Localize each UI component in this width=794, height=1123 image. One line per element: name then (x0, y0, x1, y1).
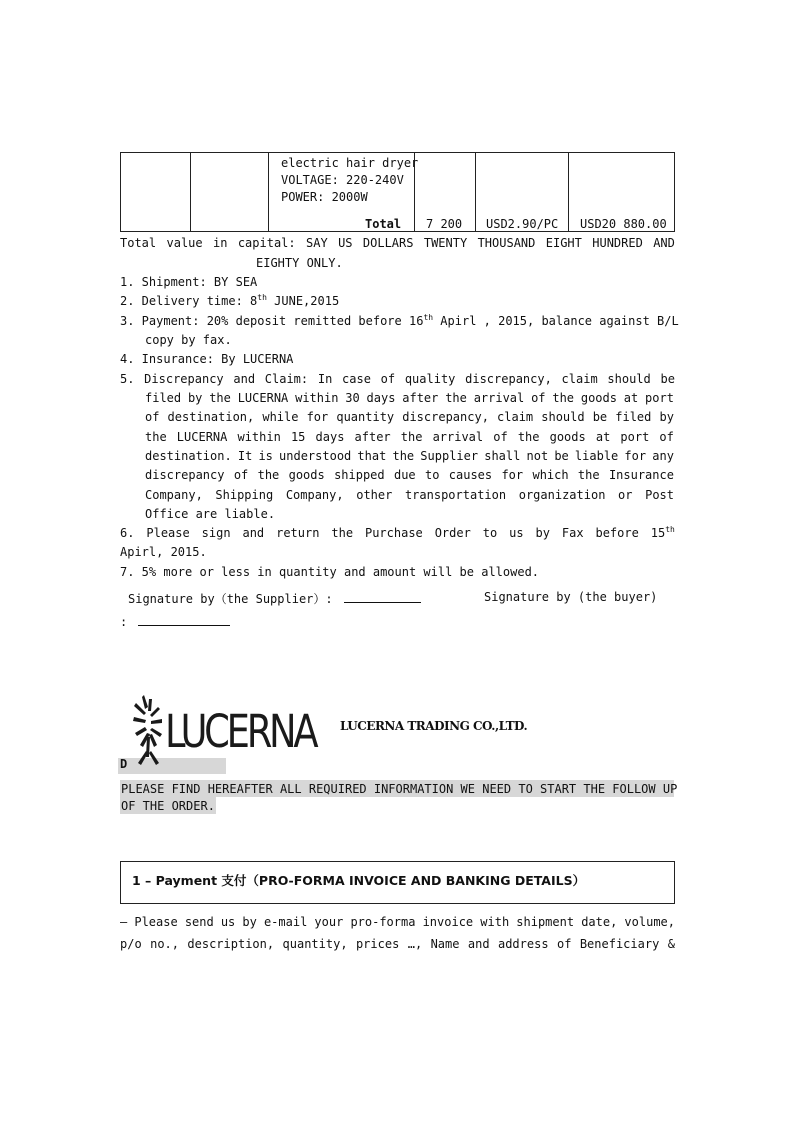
superscript: th (257, 293, 267, 302)
description-line: POWER: 2000W (281, 190, 368, 204)
word: e-mail (263, 915, 308, 929)
term-insurance: 4. Insurance: By LUCERNA (120, 352, 294, 366)
word: port (620, 430, 650, 444)
word: AND (653, 236, 675, 250)
word: within (295, 391, 339, 405)
word: case (342, 372, 371, 386)
word: goods (580, 391, 617, 405)
word: Discrepancy (144, 372, 224, 386)
word: arrival (473, 391, 525, 405)
word: the (257, 468, 280, 482)
colon: : (120, 615, 128, 629)
word: understood (279, 449, 352, 463)
word: of (659, 430, 674, 444)
word: of (145, 410, 160, 424)
word: Fax (561, 526, 584, 540)
word: to (482, 526, 498, 540)
word: days (366, 391, 396, 405)
word: is (258, 449, 273, 463)
word: Name (430, 937, 460, 951)
word: capital: (237, 236, 296, 250)
word: HUNDRED (592, 236, 643, 250)
partial-heading: D (120, 757, 128, 771)
word: claim (497, 410, 534, 424)
term-text: Apirl , 2015, balance against B/L (433, 314, 679, 328)
word: that (357, 449, 387, 463)
word: Post (645, 488, 674, 502)
word: with (480, 915, 510, 929)
total-amount: USD20 880.00 (580, 217, 667, 231)
word: 30 (345, 391, 360, 405)
word: by (187, 391, 203, 405)
word: for (624, 449, 647, 463)
word: Total (120, 236, 157, 250)
word: LUCERNA (237, 391, 289, 405)
word: Company, (285, 488, 344, 502)
word: of (233, 468, 249, 482)
term-text: 3. Payment: 20% deposit remitted before 16 (120, 314, 424, 328)
word: discrepancy, (402, 410, 489, 424)
term-claim-line (145, 488, 674, 502)
word: arrival (432, 430, 484, 444)
instruction-block (120, 780, 678, 813)
word: 6. (120, 526, 135, 540)
word: by (242, 915, 257, 929)
term-sign-return-cont: Apirl, 2015. (120, 545, 207, 559)
word: invoice (422, 915, 474, 929)
term-claim-line (145, 468, 674, 482)
word: destination, (167, 410, 255, 424)
total-label: Total (365, 217, 402, 231)
word: destination. (145, 449, 232, 463)
word: pro-forma (350, 915, 416, 929)
word: of (380, 372, 396, 386)
word: for (501, 468, 524, 482)
word: port (645, 391, 674, 405)
word: p/o (120, 937, 142, 951)
word: Shipping (215, 488, 274, 502)
word: DOLLARS (362, 236, 414, 250)
word: discrepancy, (465, 372, 552, 386)
term-sign-return (120, 526, 675, 540)
word: after (354, 430, 391, 444)
instruction-line-2: OF THE ORDER. (121, 799, 215, 813)
superscript: th (665, 525, 675, 534)
word: after (402, 391, 439, 405)
table-column-divider (190, 153, 191, 231)
word: shipped (334, 468, 385, 482)
word: and (242, 526, 265, 540)
word: Claim: (264, 372, 309, 386)
capital-line-2: EIGHTY ONLY. (256, 256, 343, 270)
description-line: electric hair dryer (281, 156, 419, 170)
word: date, (581, 915, 618, 929)
term-claim-line (120, 372, 675, 386)
word: claim (561, 372, 598, 386)
word: should (607, 372, 651, 386)
word: your (314, 915, 344, 929)
word: before (595, 526, 639, 540)
word: Insurance (608, 468, 674, 482)
word: Beneficiary (579, 937, 660, 951)
word: or (618, 488, 633, 502)
term-text: 2. Delivery time: 8 (120, 294, 258, 308)
word: at (623, 391, 639, 405)
term-claim-line (145, 391, 674, 405)
total-quantity: 7 200 (426, 217, 463, 231)
word: Purchase (364, 526, 423, 540)
word: shipment (516, 915, 575, 929)
term-delivery (120, 294, 675, 308)
word: for (306, 410, 329, 424)
body-line-2 (120, 937, 675, 951)
body-line-1 (120, 915, 675, 929)
word: filed (145, 391, 182, 405)
word: causes (448, 468, 493, 482)
buyer-signature-line[interactable] (138, 614, 230, 626)
term-text: JUNE,2015 (266, 294, 340, 308)
lucerna-logo (132, 693, 316, 773)
word: volume, (624, 915, 675, 929)
word: us (509, 526, 524, 540)
superscript: th (423, 313, 434, 322)
word: at (595, 430, 611, 444)
word: Please (146, 526, 190, 540)
word: the (331, 526, 354, 540)
word: In (317, 372, 333, 386)
word: within (237, 430, 281, 444)
word: 5. (120, 372, 135, 386)
section-payment-title: 1 – Payment 支付（PRO-FORMA INVOICE AND BANKING DETAILS） (132, 873, 586, 888)
company-name: LUCERNA TRADING CO.,LTD. (340, 719, 528, 733)
word: US (338, 236, 353, 250)
word: & (667, 937, 675, 951)
description-line: VOLTAGE: 220-240V (281, 173, 404, 187)
word: be (554, 449, 569, 463)
term-claim-line (145, 430, 674, 444)
lucerna-logo-text: LUCERNA (165, 705, 316, 758)
word: other (356, 488, 393, 502)
word: of (556, 937, 572, 951)
word: goods (288, 468, 325, 482)
word: Supplier (420, 449, 479, 463)
word: by (535, 526, 550, 540)
table-column-divider (475, 153, 476, 231)
section-payment-box (120, 861, 675, 904)
unit-price: USD2.90/PC (486, 217, 559, 231)
word-text: 15 (650, 526, 666, 540)
word: due (393, 468, 416, 482)
word: us (220, 915, 236, 929)
word: sign (201, 526, 231, 540)
word: be (660, 372, 675, 386)
word: and (467, 937, 490, 951)
word: any (652, 449, 674, 463)
word: be (592, 410, 608, 424)
word: organization (518, 488, 606, 502)
word: transportation (404, 488, 507, 502)
word: the (392, 449, 415, 463)
word: value (166, 236, 203, 250)
word: by (659, 410, 674, 424)
order-table (120, 152, 675, 232)
buyer-signature (120, 614, 230, 629)
word: the (552, 391, 575, 405)
word: return (276, 526, 320, 540)
word: Company, (145, 488, 203, 502)
supplier-signature (128, 590, 421, 607)
word: send (184, 915, 214, 929)
word: goods (549, 430, 586, 444)
word: no., (150, 937, 179, 951)
word: THOUSAND (477, 236, 536, 250)
word: the (577, 468, 600, 482)
term-claim-last: Office are liable. (145, 507, 276, 521)
word: of (531, 391, 546, 405)
word: – (120, 915, 128, 929)
term-shipment: 1. Shipment: BY SEA (120, 275, 258, 289)
instruction-line-1: PLEASE FIND HEREAFTER ALL REQUIRED INFORMATION WE NEED TO START THE FOLLOW UP (121, 782, 678, 796)
word: EIGHT (545, 236, 582, 250)
word: days (315, 430, 345, 444)
word: of (493, 430, 508, 444)
word: the (445, 391, 467, 405)
word: which (532, 468, 569, 482)
word: the (209, 391, 231, 405)
word: quality (404, 372, 456, 386)
word: should (541, 410, 585, 424)
word: quantity (336, 410, 395, 424)
table-column-divider (568, 153, 569, 231)
word: …, (407, 937, 423, 951)
term-payment (120, 313, 679, 328)
word: prices (355, 937, 400, 951)
term-claim-line (145, 410, 674, 424)
word: SAY (306, 236, 328, 250)
table-column-divider (268, 153, 269, 231)
word: address (497, 937, 549, 951)
word: while (262, 410, 299, 424)
word: in (213, 236, 228, 250)
word (651, 526, 675, 540)
word: Order (434, 526, 471, 540)
word: It (237, 449, 253, 463)
word: LUCERNA (176, 430, 228, 444)
word: and (233, 372, 256, 386)
word: the (517, 430, 540, 444)
word: filed (615, 410, 652, 424)
term-tolerance: 7. 5% more or less in quantity and amount will be allowed. (120, 565, 540, 579)
capital-line-1 (120, 236, 675, 250)
word: shall (484, 449, 521, 463)
word: to (424, 468, 440, 482)
word: liable (574, 449, 619, 463)
word: the (145, 430, 167, 444)
word: description, (187, 937, 275, 951)
word: 15 (290, 430, 306, 444)
word: quantity, (282, 937, 348, 951)
word: discrepancy (145, 468, 225, 482)
buyer-signature-label: Signature by (the buyer) (484, 590, 658, 604)
word: TWENTY (423, 236, 468, 250)
term-claim-line (145, 449, 674, 463)
term-payment-cont: copy by fax. (145, 333, 232, 347)
word: Please (134, 915, 178, 929)
supplier-signature-label: Signature by（the Supplier）: (128, 592, 333, 606)
word: the (400, 430, 423, 444)
word: not (526, 449, 549, 463)
supplier-signature-line[interactable] (344, 591, 421, 603)
